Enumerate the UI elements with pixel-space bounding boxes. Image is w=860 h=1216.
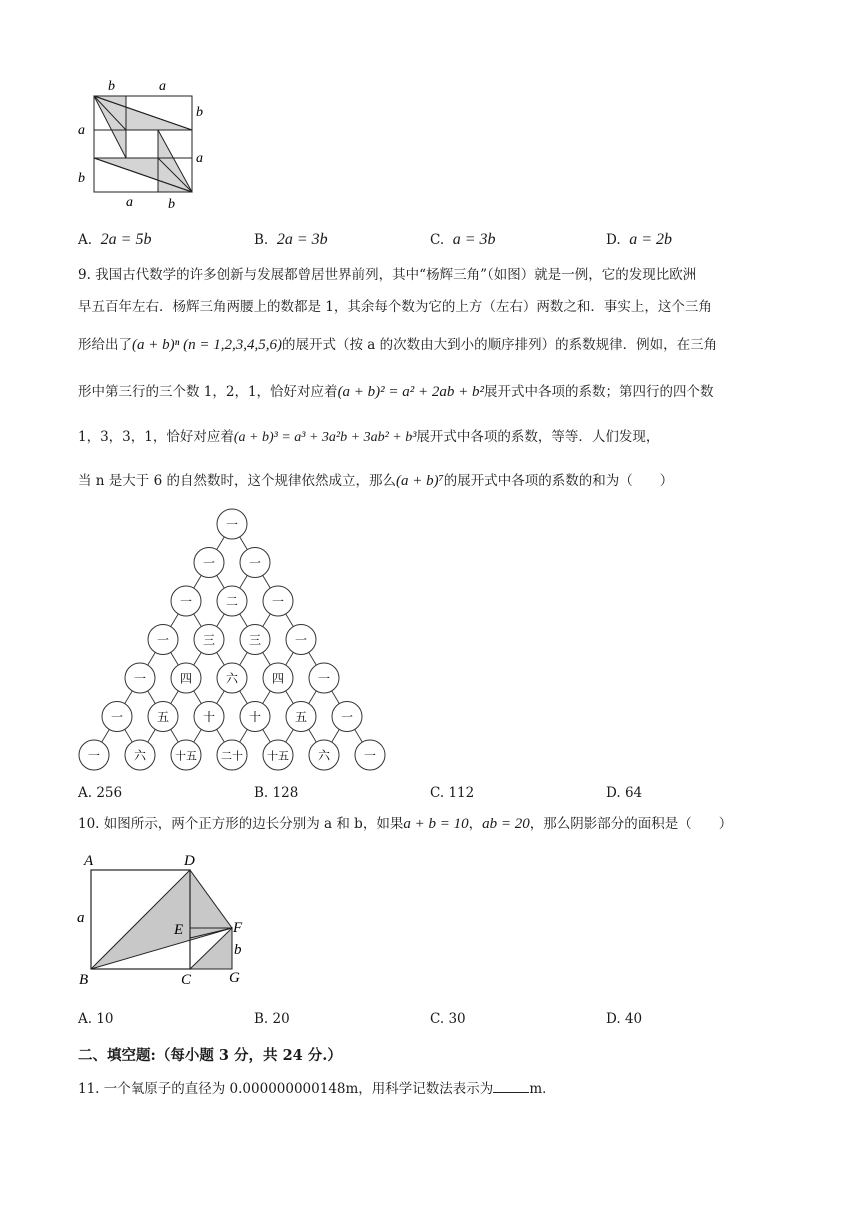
- triangle-connector: [217, 575, 225, 588]
- triangle-node-5-0: 一: [110, 710, 124, 724]
- q10-option-a-value: 10: [96, 1011, 114, 1027]
- triangle-connector: [240, 575, 248, 588]
- q8-label-a-left: a: [78, 123, 85, 138]
- triangle-connector: [217, 614, 225, 627]
- q11-stem: 11. 一个氧原子的直径为 0.000000000148m，用科学记数法表示为 m．: [78, 1081, 556, 1097]
- q8-option-a-letter: A.: [78, 232, 93, 248]
- q9-option-c[interactable]: C. 112: [430, 785, 475, 801]
- triangle-connector: [171, 652, 179, 665]
- q10-label-f-vertex: F: [233, 920, 243, 936]
- q8-label-a-top: a: [159, 79, 166, 94]
- q10-label-b-vertex: B: [79, 972, 89, 988]
- q10-stem: 10. 如图所示，两个正方形的边长分别为 a 和 b，如果a + b = 10，ab = 20，那么阴影部分的面积是（ ）: [78, 816, 733, 832]
- triangle-node-6-4: 十五: [267, 750, 289, 763]
- q10-option-d-value: 40: [624, 1011, 643, 1027]
- q9-option-d[interactable]: D. 64: [606, 785, 643, 801]
- triangle-connector: [240, 652, 248, 665]
- q8-label-b-right-top: b: [196, 105, 203, 120]
- triangle-connector: [217, 691, 225, 704]
- triangle-node-5-3: 十: [248, 710, 262, 724]
- q9-line-2: 早五百年左右．杨辉三角两腰上的数都是 1，其余每个数为它的上方（左右）两数之和．事实上，这个三角: [78, 299, 712, 315]
- triangle-connector: [102, 729, 110, 742]
- q10-label-a-vertex: A: [84, 853, 94, 869]
- triangle-connector: [125, 729, 133, 742]
- q10-label-g-vertex: G: [229, 970, 240, 986]
- triangle-node-2-0: 一: [179, 594, 193, 609]
- q8-option-b[interactable]: [254, 231, 328, 249]
- triangle-connector: [240, 729, 248, 742]
- q10-option-c[interactable]: C. 30: [430, 1011, 466, 1027]
- q9-line-3: 形给出了(a + b)ⁿ (n = 1,2,3,4,5,6)的展开式（按 a 的次数由大到小的顺序排列）的系数规律．例如，在三角: [78, 337, 718, 353]
- q8-option-c[interactable]: [430, 231, 496, 249]
- q9-expr-cube: (a + b)³ = a³ + 3a²b + 3ab² + b³: [233, 430, 417, 445]
- triangle-node-3-0: 一: [156, 633, 170, 647]
- triangle-connector: [240, 537, 248, 550]
- q10-option-b[interactable]: B. 20: [254, 1011, 290, 1027]
- q9-line-6: 当 n 是大于 6 的自然数时，这个规律依然成立，那么(a + b)⁷的展开式中各项的系数的和为（ ）: [78, 473, 674, 489]
- triangle-connector: [217, 729, 225, 742]
- triangle-node-4-0: 一: [133, 671, 147, 686]
- triangle-connector: [148, 729, 156, 742]
- q9-line-4: 形中第三行的三个数 1，2，1，恰好对应着(a + b)² = a² + 2ab + b²展开式中各项的系数；第四行的四个数: [78, 384, 714, 400]
- q11-answer-blank[interactable]: [493, 1080, 529, 1093]
- triangle-connector: [148, 691, 156, 704]
- q9-option-b-value: 128: [272, 785, 299, 801]
- q8-label-b-top: b: [108, 79, 115, 94]
- q10-expr-product: ab = 20: [482, 816, 530, 832]
- q8-figure: [72, 74, 212, 210]
- q9-line-1: 9. 我国古代数学的许多创新与发展都曾居世界前列，其中“杨辉三角”（如图）就是一例，它的发现比欧洲: [78, 267, 697, 283]
- q8-label-b-left: b: [78, 171, 85, 186]
- q10-figure: [74, 848, 264, 990]
- q10-option-d[interactable]: D. 40: [606, 1011, 643, 1027]
- q8-option-b-letter: B.: [254, 232, 269, 248]
- triangle-node-6-0: 一: [87, 748, 101, 763]
- triangle-node-2-1: 二: [225, 594, 239, 609]
- q10-option-c-value: 30: [448, 1011, 466, 1027]
- q8-option-d-letter: D.: [606, 232, 621, 248]
- q8-option-a[interactable]: [78, 231, 151, 249]
- triangle-node-1-1: 一: [248, 556, 262, 570]
- q8-option-c-letter: C.: [430, 232, 445, 248]
- triangle-connector: [309, 691, 317, 704]
- triangle-node-3-2: 三: [248, 633, 262, 647]
- triangle-node-1-0: 一: [202, 556, 216, 570]
- triangle-node-4-3: 四: [271, 671, 285, 686]
- triangle-connector: [263, 729, 271, 742]
- triangle-node-6-5: 六: [317, 748, 331, 763]
- triangle-connector: [263, 614, 271, 627]
- triangle-node-5-1: 五: [156, 710, 170, 724]
- triangle-connector: [125, 691, 133, 704]
- q10-label-d-vertex: D: [184, 853, 195, 869]
- triangle-connector: [263, 575, 271, 588]
- triangle-node-5-5: 一: [340, 710, 354, 724]
- triangle-connector: [194, 691, 202, 704]
- triangle-connector: [286, 614, 294, 627]
- triangle-connector: [171, 691, 179, 704]
- triangle-node-2-2: 一: [271, 594, 285, 609]
- triangle-node-4-1: 四: [179, 671, 193, 686]
- triangle-connector: [332, 729, 340, 742]
- triangle-node-6-3: 二十: [221, 750, 243, 763]
- q9-expr-binomial-n: (a + b)ⁿ (n = 1,2,3,4,5,6): [132, 337, 282, 353]
- q8-label-a-bottom: a: [126, 195, 133, 210]
- q10-label-b-side: b: [234, 942, 242, 958]
- q8-option-a-expr: 2a = 5b: [100, 231, 152, 248]
- triangle-connector: [263, 652, 271, 665]
- triangle-connector: [309, 652, 317, 665]
- triangle-connector: [355, 729, 363, 742]
- q10-option-b-value: 20: [272, 1011, 290, 1027]
- triangle-node-6-2: 十五: [175, 750, 197, 763]
- q10-label-a-side: a: [77, 910, 85, 926]
- q9-line-5: 1，3，3，1，恰好对应着(a + b)³ = a³ + 3a²b + 3ab² + b³展开式中各项的系数，等等．人们发现，: [78, 429, 660, 445]
- q9-option-b[interactable]: B. 128: [254, 785, 299, 801]
- q8-option-d-expr: a = 2b: [629, 231, 673, 248]
- triangle-connector: [194, 652, 202, 665]
- triangle-connector: [240, 614, 248, 627]
- triangle-connector: [263, 691, 271, 704]
- triangle-connector: [309, 729, 317, 742]
- triangle-connector: [217, 537, 225, 550]
- triangle-node-5-4: 五: [294, 710, 308, 724]
- q8-option-b-expr: 2a = 3b: [276, 231, 328, 248]
- triangle-connector: [217, 652, 225, 665]
- triangle-connector: [240, 691, 248, 704]
- triangle-node-4-4: 一: [317, 671, 331, 686]
- triangle-connector: [194, 575, 202, 588]
- triangle-connector: [194, 614, 202, 627]
- triangle-node-0-0: 一: [225, 517, 239, 532]
- q8-label-b-bottom: b: [168, 197, 175, 210]
- triangle-node-3-1: 三: [202, 633, 216, 647]
- section-heading-fill-in: 二、填空题:（每小题 3 分，共 24 分.）: [78, 1047, 342, 1064]
- q9-option-d-value: 64: [624, 785, 643, 801]
- q8-label-a-right: a: [196, 151, 203, 166]
- triangle-connector: [286, 729, 294, 742]
- q9-option-a-value: 256: [96, 785, 123, 801]
- q9-expr-seventh: (a + b)⁷: [395, 473, 444, 489]
- q10-label-c-vertex: C: [181, 972, 192, 988]
- triangle-connector: [286, 691, 294, 704]
- q10-expr-sum: a + b = 10: [403, 816, 469, 832]
- triangle-node-4-2: 六: [225, 671, 239, 686]
- q9-expr-square: (a + b)² = a² + 2ab + b²: [337, 384, 485, 400]
- q9-option-a[interactable]: A. 256: [78, 785, 123, 801]
- triangle-connector: [332, 691, 340, 704]
- triangle-node-6-1: 六: [133, 748, 147, 763]
- triangle-node-3-3: 一: [294, 633, 308, 647]
- yang-hui-triangle: [74, 508, 386, 780]
- triangle-node-6-6: 一: [363, 748, 377, 763]
- triangle-connector: [286, 652, 294, 665]
- triangle-connector: [171, 729, 179, 742]
- q10-label-e-vertex: E: [174, 922, 184, 938]
- q10-option-a[interactable]: A. 10: [78, 1011, 114, 1027]
- triangle-node-5-2: 十: [202, 710, 216, 724]
- triangle-connector: [194, 729, 202, 742]
- q9-option-c-value: 112: [448, 785, 475, 801]
- q8-option-c-expr: a = 3b: [452, 231, 496, 248]
- q8-option-d[interactable]: [606, 231, 672, 249]
- triangle-connector: [171, 614, 179, 627]
- triangle-connector: [148, 652, 156, 665]
